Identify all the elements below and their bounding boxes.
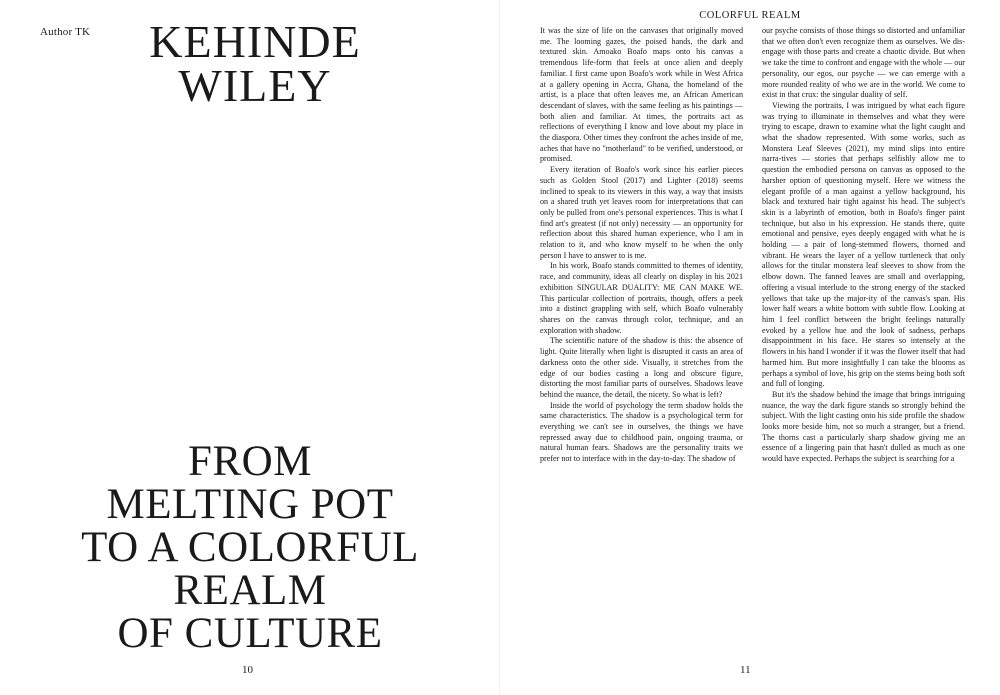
article-title: [50, 440, 450, 655]
author-credit: Author TK: [40, 26, 91, 38]
paragraph: The scientific nature of the shadow is this: the absence of light. Quite literally when light is disrupted it casts an area of darkness onto the other side. Visually, it stretches from the edge of our bodies casting a long and obscure figure, distorting the most familiar parts of ourselves. Shadows leave behind the nuance, the detail, the nicety. So what is left?: [540, 336, 743, 399]
title-line: REALM: [173, 567, 327, 614]
artist-name-line: WILEY: [178, 60, 332, 111]
title-line: FROM: [188, 438, 312, 485]
paragraph: But it's the shadow behind the image that brings intriguing nuance, the way the dark figure stands so strongly behind the subject. With the light casting onto his side profile the shadow looks more beside him, not so much a stranger, but a friend. The thorns cast a particularly sharp shadow giving me an essence of a lingering pain that hasn't dulled as much as one would have expected. Perhaps the subject is searching for a: [762, 389, 965, 464]
title-line: OF CULTURE: [117, 610, 383, 657]
page-number-left: 10: [242, 664, 253, 676]
paragraph: In his work, Boafo stands committed to themes of identity, race, and community, ideas all clearly on display in his 2021 exhibition SINGULAR DUALITY: ME CAN MAKE WE. This particular collection of portraits, though, offers a peek into a distinct grappling with self, which Boafo vulnerably shares on the canvas through color, technique, and an exploration with shadow.: [540, 261, 743, 335]
title-line: TO A COLORFUL: [81, 524, 419, 571]
text-column-1: [540, 26, 743, 465]
paragraph: our psyche consists of those things so distorted and unfamiliar that we often don't even recognize them as ourselves. We dis-engage with those parts and create a chaotic divide. But when we take the time to confront and engage with the whole — our personality, our egos, our psyche — we can emerge with a more rounded reality of who we are in the world. We come to exist in that crux: the singular duality of self.: [762, 26, 965, 100]
paragraph: Every iteration of Boafo's work since his earlier pieces such as Golden Stool (2017) and Lighter (2018) seems inclined to speak to its viewers in this way, a way that insists on a shared truth yet leaves room for interpretations that can only be pulled from one's personal experiences. This is what I find art's greatest (if not only) necessity — an opportunity for reflection about this shared human experience, who I am in relation to it, and who know myself to be when the only person I have to answer to is me.: [540, 165, 743, 260]
page-number-right: 11: [740, 664, 751, 676]
title-line: MELTING POT: [106, 481, 394, 528]
running-header: COLORFUL REALM: [699, 10, 801, 21]
paragraph: It was the size of life on the canvases that originally moved me. The looming gazes, the poised hands, the dark and textured skin. Amoako Boafo maps onto his canvas a tremendous life-form that feels at once alien and deeply familiar. I first came upon Boafo's work while in West Africa at a gallery opening in Accra, Ghana, the homeland of the artist, is a place that often leaves me, an African American descendant of slaves, with the same feeling as his paintings — both alien and familiar. At times, the portraits act as reflections of everything I know and love about my place in the diaspora. Other times they confront the aches inside of me, aches that have no "motherland" to be verified, understood, or promised.: [540, 26, 743, 164]
right-page: [500, 0, 1000, 695]
text-column-2: [762, 26, 965, 465]
paragraph: Inside the world of psychology the term shadow holds the same characteristics. The shadow is a psychological term for everything we can't see in ourselves, the things we have repressed away due to childhood pain, ongoing trauma, or natural human fears. Shadows are the personality traits we prefer not to interface with in the day-to-day. The shadow of: [540, 400, 743, 464]
paragraph: Viewing the portraits, I was intrigued by what each figure was trying to illuminate in themselves and what they were trying to escape, drawn to examine what the light caught and what the shadow represented. With some works, such as Monstera Leaf Sleeves (2021), my mind slips into entire narra-tives — stories that perhaps selfishly allow me to question the embodied persona on canvas as opposed to the harsher option of questioning myself. Here we witness the elegant profile of a man against a yellow background, his black and textured hair tight against his head. The subject's skin is a labyrinth of emotion, both in Boafo's finger paint technique, but also in his expression. He stands there, quite emotional and pensive, eyes deeply engaged with what he is holding — a pair of long-stemmed flowers, thorned and vibrant. He wears the layer of a yellow turtleneck that only allows for the titular monstera leaf sleeves to show from the elbow down. The fanned leaves are small and overlapping, offering a visual interlude to the strong energy of the stacked yellows that take up the major-ity of the canvas's span. His lower half wears a white bottom with subtle flow. Looking at him I feel conflict between the bright feelings naturally evoked by a yellow hue and the look of sadness, perhaps disappointment in his face. He stares so intensely at the flowers in his hand I wonder if it was the flower itself that had harmed him. But more insightfully I can take the blooms as perhaps a symbol of love, his grip on the stems being both soft and full of longing.: [762, 100, 965, 389]
artist-name-line: KEHINDE: [149, 16, 361, 67]
artist-name: [120, 16, 390, 111]
